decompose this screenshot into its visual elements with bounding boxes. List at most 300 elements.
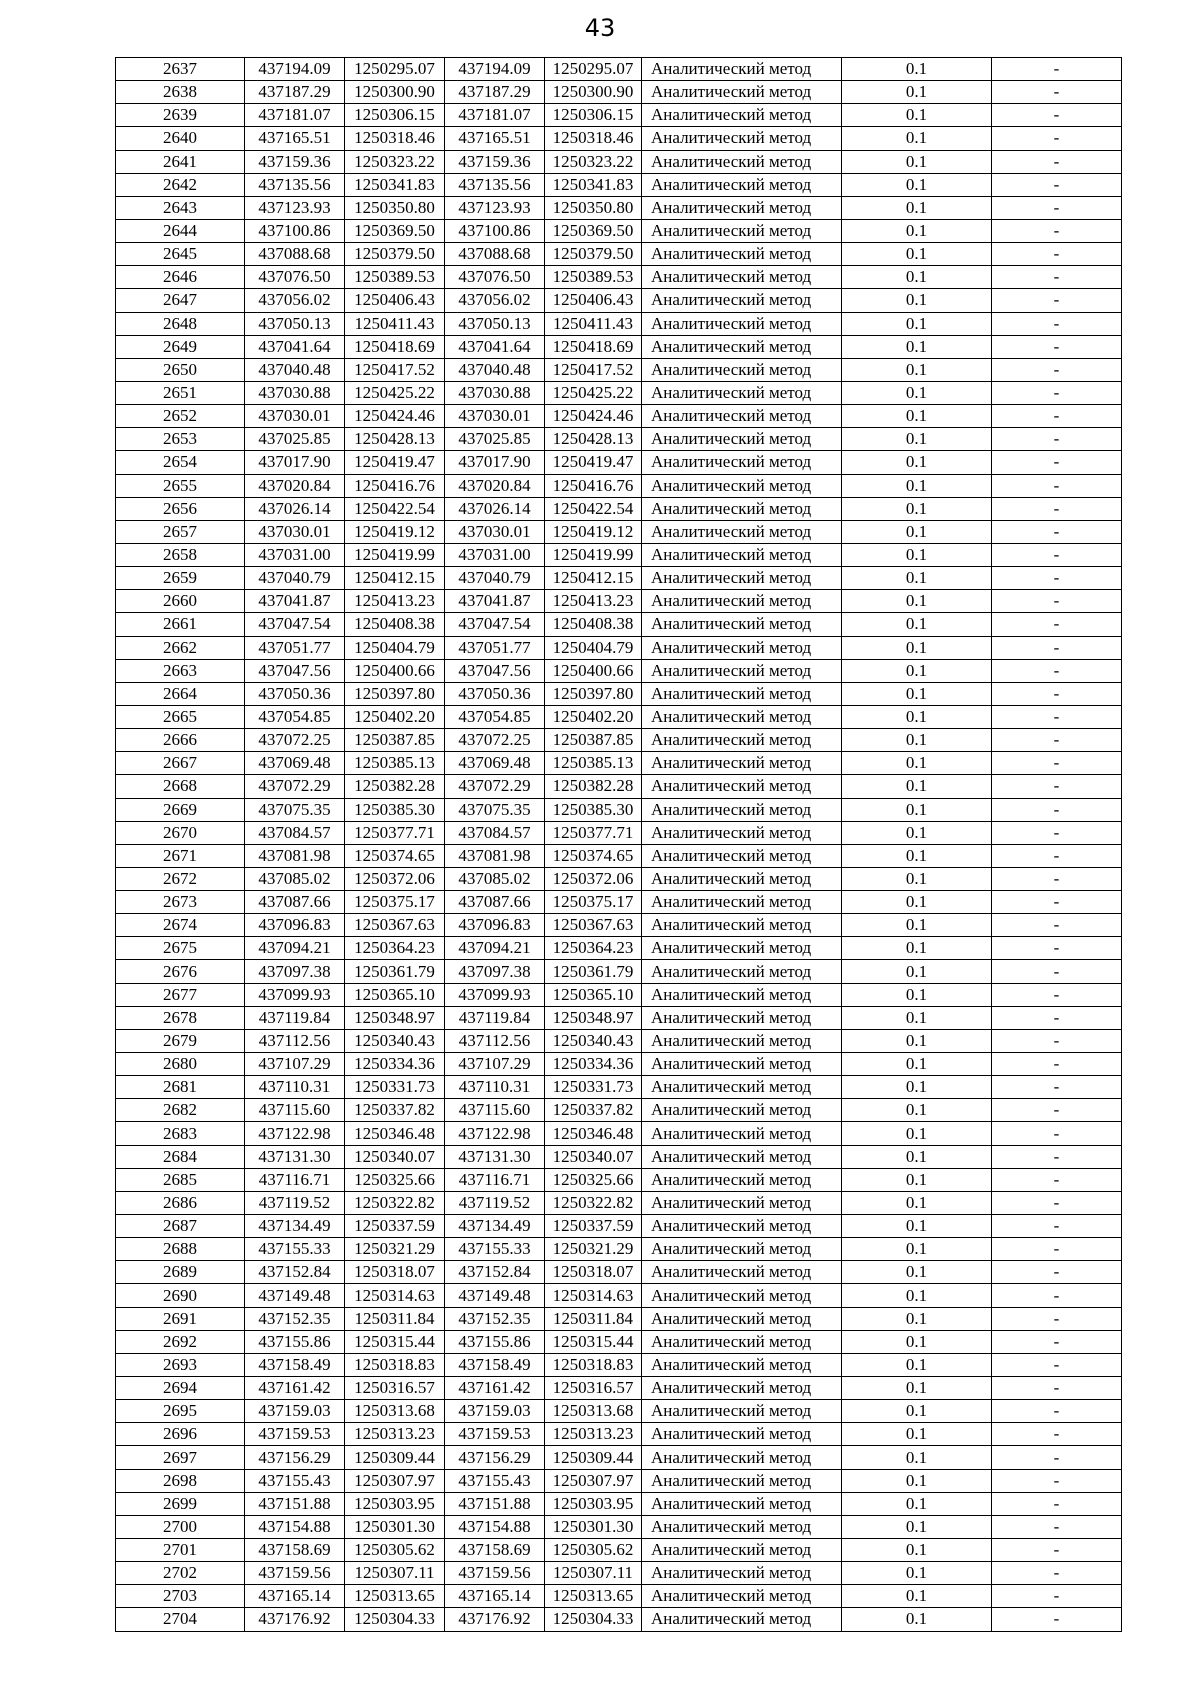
x-coordinate-cell: 437159.53 <box>245 1423 345 1446</box>
dash-cell: - <box>992 1539 1122 1562</box>
dash-cell: - <box>992 1006 1122 1029</box>
x-coordinate-repeat-cell: 437072.29 <box>445 775 545 798</box>
method-cell: Аналитический метод <box>642 474 842 497</box>
x-coordinate-repeat-cell: 437050.36 <box>445 682 545 705</box>
x-coordinate-cell: 437152.35 <box>245 1307 345 1330</box>
y-coordinate-cell: 1250300.90 <box>345 81 445 104</box>
dash-cell: - <box>992 682 1122 705</box>
dash-cell: - <box>992 497 1122 520</box>
dash-cell: - <box>992 1053 1122 1076</box>
precision-cell: 0.1 <box>842 243 992 266</box>
point-number-cell: 2640 <box>116 127 245 150</box>
y-coordinate-repeat-cell: 1250400.66 <box>545 659 642 682</box>
precision-cell: 0.1 <box>842 474 992 497</box>
precision-cell: 0.1 <box>842 1307 992 1330</box>
method-cell: Аналитический метод <box>642 752 842 775</box>
x-coordinate-repeat-cell: 437094.21 <box>445 937 545 960</box>
dash-cell: - <box>992 381 1122 404</box>
table-row <box>116 1330 1122 1353</box>
y-coordinate-cell: 1250311.84 <box>345 1307 445 1330</box>
point-number-cell: 2701 <box>116 1539 245 1562</box>
x-coordinate-cell: 437158.49 <box>245 1353 345 1376</box>
table-row <box>116 1261 1122 1284</box>
point-number-cell: 2684 <box>116 1145 245 1168</box>
x-coordinate-repeat-cell: 437099.93 <box>445 983 545 1006</box>
dash-cell: - <box>992 58 1122 81</box>
y-coordinate-cell: 1250402.20 <box>345 705 445 728</box>
method-cell: Аналитический метод <box>642 58 842 81</box>
x-coordinate-repeat-cell: 437176.92 <box>445 1608 545 1631</box>
method-cell: Аналитический метод <box>642 1585 842 1608</box>
y-coordinate-cell: 1250341.83 <box>345 173 445 196</box>
precision-cell: 0.1 <box>842 381 992 404</box>
precision-cell: 0.1 <box>842 590 992 613</box>
method-cell: Аналитический метод <box>642 1238 842 1261</box>
precision-cell: 0.1 <box>842 891 992 914</box>
point-number-cell: 2696 <box>116 1423 245 1446</box>
y-coordinate-repeat-cell: 1250318.07 <box>545 1261 642 1284</box>
y-coordinate-repeat-cell: 1250412.15 <box>545 567 642 590</box>
y-coordinate-cell: 1250408.38 <box>345 613 445 636</box>
dash-cell: - <box>992 844 1122 867</box>
method-cell: Аналитический метод <box>642 1215 842 1238</box>
y-coordinate-repeat-cell: 1250318.83 <box>545 1353 642 1376</box>
x-coordinate-cell: 437030.01 <box>245 405 345 428</box>
method-cell: Аналитический метод <box>642 1539 842 1562</box>
y-coordinate-repeat-cell: 1250413.23 <box>545 590 642 613</box>
y-coordinate-cell: 1250306.15 <box>345 104 445 127</box>
x-coordinate-cell: 437094.21 <box>245 937 345 960</box>
method-cell: Аналитический метод <box>642 1053 842 1076</box>
y-coordinate-cell: 1250377.71 <box>345 821 445 844</box>
y-coordinate-repeat-cell: 1250416.76 <box>545 474 642 497</box>
method-cell: Аналитический метод <box>642 520 842 543</box>
method-cell: Аналитический метод <box>642 613 842 636</box>
y-coordinate-repeat-cell: 1250375.17 <box>545 891 642 914</box>
method-cell: Аналитический метод <box>642 937 842 960</box>
table-row <box>116 1122 1122 1145</box>
point-number-cell: 2642 <box>116 173 245 196</box>
method-cell: Аналитический метод <box>642 497 842 520</box>
x-coordinate-repeat-cell: 437155.33 <box>445 1238 545 1261</box>
dash-cell: - <box>992 1492 1122 1515</box>
table-row <box>116 1353 1122 1376</box>
table-row <box>116 428 1122 451</box>
table-row <box>116 1284 1122 1307</box>
table-row <box>116 636 1122 659</box>
method-cell: Аналитический метод <box>642 1492 842 1515</box>
table-row <box>116 867 1122 890</box>
x-coordinate-cell: 437176.92 <box>245 1608 345 1631</box>
x-coordinate-cell: 437050.13 <box>245 312 345 335</box>
dash-cell: - <box>992 752 1122 775</box>
precision-cell: 0.1 <box>842 1006 992 1029</box>
method-cell: Аналитический метод <box>642 983 842 1006</box>
method-cell: Аналитический метод <box>642 1029 842 1052</box>
dash-cell: - <box>992 1307 1122 1330</box>
y-coordinate-cell: 1250425.22 <box>345 381 445 404</box>
x-coordinate-repeat-cell: 437084.57 <box>445 821 545 844</box>
table-row <box>116 1053 1122 1076</box>
precision-cell: 0.1 <box>842 1377 992 1400</box>
method-cell: Аналитический метод <box>642 243 842 266</box>
x-coordinate-repeat-cell: 437122.98 <box>445 1122 545 1145</box>
coordinates-table <box>115 57 1122 1632</box>
table-row <box>116 474 1122 497</box>
point-number-cell: 2664 <box>116 682 245 705</box>
y-coordinate-cell: 1250400.66 <box>345 659 445 682</box>
precision-cell: 0.1 <box>842 428 992 451</box>
y-coordinate-repeat-cell: 1250385.30 <box>545 798 642 821</box>
y-coordinate-cell: 1250416.76 <box>345 474 445 497</box>
point-number-cell: 2704 <box>116 1608 245 1631</box>
y-coordinate-cell: 1250321.29 <box>345 1238 445 1261</box>
precision-cell: 0.1 <box>842 775 992 798</box>
y-coordinate-repeat-cell: 1250337.82 <box>545 1099 642 1122</box>
y-coordinate-repeat-cell: 1250295.07 <box>545 58 642 81</box>
x-coordinate-cell: 437131.30 <box>245 1145 345 1168</box>
precision-cell: 0.1 <box>842 1423 992 1446</box>
dash-cell: - <box>992 659 1122 682</box>
point-number-cell: 2685 <box>116 1168 245 1191</box>
point-number-cell: 2639 <box>116 104 245 127</box>
x-coordinate-cell: 437116.71 <box>245 1168 345 1191</box>
table-row <box>116 173 1122 196</box>
x-coordinate-repeat-cell: 437031.00 <box>445 543 545 566</box>
y-coordinate-cell: 1250367.63 <box>345 914 445 937</box>
y-coordinate-repeat-cell: 1250382.28 <box>545 775 642 798</box>
dash-cell: - <box>992 960 1122 983</box>
y-coordinate-repeat-cell: 1250369.50 <box>545 219 642 242</box>
dash-cell: - <box>992 891 1122 914</box>
x-coordinate-cell: 437031.00 <box>245 543 345 566</box>
x-coordinate-cell: 437020.84 <box>245 474 345 497</box>
dash-cell: - <box>992 451 1122 474</box>
dash-cell: - <box>992 1099 1122 1122</box>
x-coordinate-repeat-cell: 437119.52 <box>445 1191 545 1214</box>
x-coordinate-repeat-cell: 437100.86 <box>445 219 545 242</box>
y-coordinate-cell: 1250417.52 <box>345 358 445 381</box>
y-coordinate-repeat-cell: 1250350.80 <box>545 196 642 219</box>
x-coordinate-cell: 437151.88 <box>245 1492 345 1515</box>
point-number-cell: 2643 <box>116 196 245 219</box>
precision-cell: 0.1 <box>842 1330 992 1353</box>
table-row <box>116 1191 1122 1214</box>
y-coordinate-repeat-cell: 1250307.11 <box>545 1562 642 1585</box>
x-coordinate-repeat-cell: 437134.49 <box>445 1215 545 1238</box>
table-row <box>116 381 1122 404</box>
x-coordinate-repeat-cell: 437159.53 <box>445 1423 545 1446</box>
x-coordinate-repeat-cell: 437158.49 <box>445 1353 545 1376</box>
x-coordinate-cell: 437115.60 <box>245 1099 345 1122</box>
y-coordinate-cell: 1250413.23 <box>345 590 445 613</box>
y-coordinate-repeat-cell: 1250411.43 <box>545 312 642 335</box>
method-cell: Аналитический метод <box>642 1377 842 1400</box>
y-coordinate-cell: 1250346.48 <box>345 1122 445 1145</box>
table-row <box>116 1585 1122 1608</box>
point-number-cell: 2694 <box>116 1377 245 1400</box>
method-cell: Аналитический метод <box>642 1400 842 1423</box>
y-coordinate-cell: 1250340.43 <box>345 1029 445 1052</box>
y-coordinate-cell: 1250313.68 <box>345 1400 445 1423</box>
dash-cell: - <box>992 1377 1122 1400</box>
x-coordinate-cell: 437155.86 <box>245 1330 345 1353</box>
y-coordinate-repeat-cell: 1250334.36 <box>545 1053 642 1076</box>
y-coordinate-cell: 1250361.79 <box>345 960 445 983</box>
y-coordinate-cell: 1250385.30 <box>345 798 445 821</box>
y-coordinate-cell: 1250337.59 <box>345 1215 445 1238</box>
table-row <box>116 821 1122 844</box>
method-cell: Аналитический метод <box>642 173 842 196</box>
y-coordinate-repeat-cell: 1250406.43 <box>545 289 642 312</box>
y-coordinate-repeat-cell: 1250305.62 <box>545 1539 642 1562</box>
y-coordinate-repeat-cell: 1250313.23 <box>545 1423 642 1446</box>
method-cell: Аналитический метод <box>642 1330 842 1353</box>
x-coordinate-repeat-cell: 437041.87 <box>445 590 545 613</box>
y-coordinate-cell: 1250382.28 <box>345 775 445 798</box>
x-coordinate-cell: 437134.49 <box>245 1215 345 1238</box>
table-row <box>116 729 1122 752</box>
x-coordinate-repeat-cell: 437076.50 <box>445 266 545 289</box>
x-coordinate-cell: 437041.87 <box>245 590 345 613</box>
method-cell: Аналитический метод <box>642 219 842 242</box>
y-coordinate-repeat-cell: 1250307.97 <box>545 1469 642 1492</box>
dash-cell: - <box>992 1469 1122 1492</box>
x-coordinate-repeat-cell: 437110.31 <box>445 1076 545 1099</box>
dash-cell: - <box>992 1168 1122 1191</box>
precision-cell: 0.1 <box>842 983 992 1006</box>
x-coordinate-cell: 437154.88 <box>245 1515 345 1538</box>
x-coordinate-repeat-cell: 437156.29 <box>445 1446 545 1469</box>
point-number-cell: 2692 <box>116 1330 245 1353</box>
precision-cell: 0.1 <box>842 266 992 289</box>
y-coordinate-repeat-cell: 1250316.57 <box>545 1377 642 1400</box>
x-coordinate-repeat-cell: 437107.29 <box>445 1053 545 1076</box>
precision-cell: 0.1 <box>842 729 992 752</box>
y-coordinate-cell: 1250424.46 <box>345 405 445 428</box>
precision-cell: 0.1 <box>842 150 992 173</box>
y-coordinate-repeat-cell: 1250424.46 <box>545 405 642 428</box>
y-coordinate-cell: 1250411.43 <box>345 312 445 335</box>
y-coordinate-cell: 1250318.46 <box>345 127 445 150</box>
table-row <box>116 1145 1122 1168</box>
x-coordinate-cell: 437161.42 <box>245 1377 345 1400</box>
table-row <box>116 81 1122 104</box>
point-number-cell: 2654 <box>116 451 245 474</box>
x-coordinate-cell: 437119.52 <box>245 1191 345 1214</box>
y-coordinate-repeat-cell: 1250365.10 <box>545 983 642 1006</box>
method-cell: Аналитический метод <box>642 104 842 127</box>
dash-cell: - <box>992 636 1122 659</box>
x-coordinate-repeat-cell: 437159.03 <box>445 1400 545 1423</box>
y-coordinate-repeat-cell: 1250372.06 <box>545 867 642 890</box>
method-cell: Аналитический метод <box>642 682 842 705</box>
precision-cell: 0.1 <box>842 1608 992 1631</box>
y-coordinate-repeat-cell: 1250309.44 <box>545 1446 642 1469</box>
point-number-cell: 2663 <box>116 659 245 682</box>
point-number-cell: 2679 <box>116 1029 245 1052</box>
method-cell: Аналитический метод <box>642 127 842 150</box>
dash-cell: - <box>992 590 1122 613</box>
point-number-cell: 2658 <box>116 543 245 566</box>
point-number-cell: 2686 <box>116 1191 245 1214</box>
method-cell: Аналитический метод <box>642 1562 842 1585</box>
x-coordinate-repeat-cell: 437119.84 <box>445 1006 545 1029</box>
table-row <box>116 1215 1122 1238</box>
x-coordinate-repeat-cell: 437050.13 <box>445 312 545 335</box>
precision-cell: 0.1 <box>842 312 992 335</box>
y-coordinate-cell: 1250309.44 <box>345 1446 445 1469</box>
table-row <box>116 752 1122 775</box>
table-row <box>116 798 1122 821</box>
method-cell: Аналитический метод <box>642 844 842 867</box>
method-cell: Аналитический метод <box>642 196 842 219</box>
y-coordinate-repeat-cell: 1250404.79 <box>545 636 642 659</box>
point-number-cell: 2657 <box>116 520 245 543</box>
dash-cell: - <box>992 520 1122 543</box>
y-coordinate-cell: 1250419.12 <box>345 520 445 543</box>
y-coordinate-cell: 1250418.69 <box>345 335 445 358</box>
x-coordinate-cell: 437149.48 <box>245 1284 345 1307</box>
point-number-cell: 2641 <box>116 150 245 173</box>
dash-cell: - <box>992 1215 1122 1238</box>
precision-cell: 0.1 <box>842 798 992 821</box>
y-coordinate-cell: 1250428.13 <box>345 428 445 451</box>
table-row <box>116 567 1122 590</box>
precision-cell: 0.1 <box>842 520 992 543</box>
y-coordinate-cell: 1250340.07 <box>345 1145 445 1168</box>
dash-cell: - <box>992 867 1122 890</box>
table-row <box>116 1029 1122 1052</box>
precision-cell: 0.1 <box>842 1562 992 1585</box>
dash-cell: - <box>992 474 1122 497</box>
dash-cell: - <box>992 358 1122 381</box>
x-coordinate-repeat-cell: 437020.84 <box>445 474 545 497</box>
x-coordinate-repeat-cell: 437187.29 <box>445 81 545 104</box>
x-coordinate-repeat-cell: 437194.09 <box>445 58 545 81</box>
x-coordinate-repeat-cell: 437047.56 <box>445 659 545 682</box>
y-coordinate-cell: 1250397.80 <box>345 682 445 705</box>
precision-cell: 0.1 <box>842 821 992 844</box>
y-coordinate-cell: 1250305.62 <box>345 1539 445 1562</box>
precision-cell: 0.1 <box>842 1539 992 1562</box>
x-coordinate-repeat-cell: 437152.84 <box>445 1261 545 1284</box>
y-coordinate-cell: 1250374.65 <box>345 844 445 867</box>
y-coordinate-repeat-cell: 1250318.46 <box>545 127 642 150</box>
dash-cell: - <box>992 1122 1122 1145</box>
precision-cell: 0.1 <box>842 219 992 242</box>
point-number-cell: 2683 <box>116 1122 245 1145</box>
precision-cell: 0.1 <box>842 405 992 428</box>
method-cell: Аналитический метод <box>642 358 842 381</box>
x-coordinate-repeat-cell: 437112.56 <box>445 1029 545 1052</box>
x-coordinate-cell: 437047.56 <box>245 659 345 682</box>
y-coordinate-repeat-cell: 1250419.47 <box>545 451 642 474</box>
x-coordinate-cell: 437076.50 <box>245 266 345 289</box>
dash-cell: - <box>992 243 1122 266</box>
precision-cell: 0.1 <box>842 1284 992 1307</box>
point-number-cell: 2655 <box>116 474 245 497</box>
x-coordinate-repeat-cell: 437047.54 <box>445 613 545 636</box>
method-cell: Аналитический метод <box>642 289 842 312</box>
y-coordinate-repeat-cell: 1250340.43 <box>545 1029 642 1052</box>
dash-cell: - <box>992 1284 1122 1307</box>
x-coordinate-repeat-cell: 437096.83 <box>445 914 545 937</box>
dash-cell: - <box>992 289 1122 312</box>
method-cell: Аналитический метод <box>642 1099 842 1122</box>
x-coordinate-cell: 437085.02 <box>245 867 345 890</box>
x-coordinate-repeat-cell: 437115.60 <box>445 1099 545 1122</box>
method-cell: Аналитический метод <box>642 821 842 844</box>
y-coordinate-repeat-cell: 1250389.53 <box>545 266 642 289</box>
y-coordinate-cell: 1250307.11 <box>345 1562 445 1585</box>
point-number-cell: 2645 <box>116 243 245 266</box>
dash-cell: - <box>992 150 1122 173</box>
method-cell: Аналитический метод <box>642 1608 842 1631</box>
point-number-cell: 2644 <box>116 219 245 242</box>
method-cell: Аналитический метод <box>642 1515 842 1538</box>
x-coordinate-repeat-cell: 437030.01 <box>445 405 545 428</box>
dash-cell: - <box>992 1423 1122 1446</box>
y-coordinate-cell: 1250375.17 <box>345 891 445 914</box>
y-coordinate-repeat-cell: 1250315.44 <box>545 1330 642 1353</box>
point-number-cell: 2652 <box>116 405 245 428</box>
method-cell: Аналитический метод <box>642 1353 842 1376</box>
x-coordinate-cell: 437123.93 <box>245 196 345 219</box>
precision-cell: 0.1 <box>842 1400 992 1423</box>
method-cell: Аналитический метод <box>642 775 842 798</box>
point-number-cell: 2673 <box>116 891 245 914</box>
dash-cell: - <box>992 1076 1122 1099</box>
table-row <box>116 659 1122 682</box>
point-number-cell: 2691 <box>116 1307 245 1330</box>
precision-cell: 0.1 <box>842 1585 992 1608</box>
x-coordinate-cell: 437047.54 <box>245 613 345 636</box>
x-coordinate-repeat-cell: 437017.90 <box>445 451 545 474</box>
table-row <box>116 405 1122 428</box>
y-coordinate-repeat-cell: 1250377.71 <box>545 821 642 844</box>
method-cell: Аналитический метод <box>642 567 842 590</box>
y-coordinate-repeat-cell: 1250313.68 <box>545 1400 642 1423</box>
x-coordinate-repeat-cell: 437051.77 <box>445 636 545 659</box>
precision-cell: 0.1 <box>842 58 992 81</box>
point-number-cell: 2703 <box>116 1585 245 1608</box>
table-row <box>116 497 1122 520</box>
point-number-cell: 2688 <box>116 1238 245 1261</box>
method-cell: Аналитический метод <box>642 1261 842 1284</box>
table-row <box>116 289 1122 312</box>
x-coordinate-repeat-cell: 437097.38 <box>445 960 545 983</box>
y-coordinate-cell: 1250406.43 <box>345 289 445 312</box>
point-number-cell: 2698 <box>116 1469 245 1492</box>
precision-cell: 0.1 <box>842 451 992 474</box>
precision-cell: 0.1 <box>842 1215 992 1238</box>
method-cell: Аналитический метод <box>642 1284 842 1307</box>
y-coordinate-repeat-cell: 1250385.13 <box>545 752 642 775</box>
y-coordinate-repeat-cell: 1250402.20 <box>545 705 642 728</box>
y-coordinate-repeat-cell: 1250331.73 <box>545 1076 642 1099</box>
table-row <box>116 1608 1122 1631</box>
dash-cell: - <box>992 613 1122 636</box>
dash-cell: - <box>992 219 1122 242</box>
x-coordinate-cell: 437017.90 <box>245 451 345 474</box>
dash-cell: - <box>992 127 1122 150</box>
dash-cell: - <box>992 1353 1122 1376</box>
method-cell: Аналитический метод <box>642 1446 842 1469</box>
x-coordinate-repeat-cell: 437181.07 <box>445 104 545 127</box>
method-cell: Аналитический метод <box>642 150 842 173</box>
y-coordinate-repeat-cell: 1250313.65 <box>545 1585 642 1608</box>
